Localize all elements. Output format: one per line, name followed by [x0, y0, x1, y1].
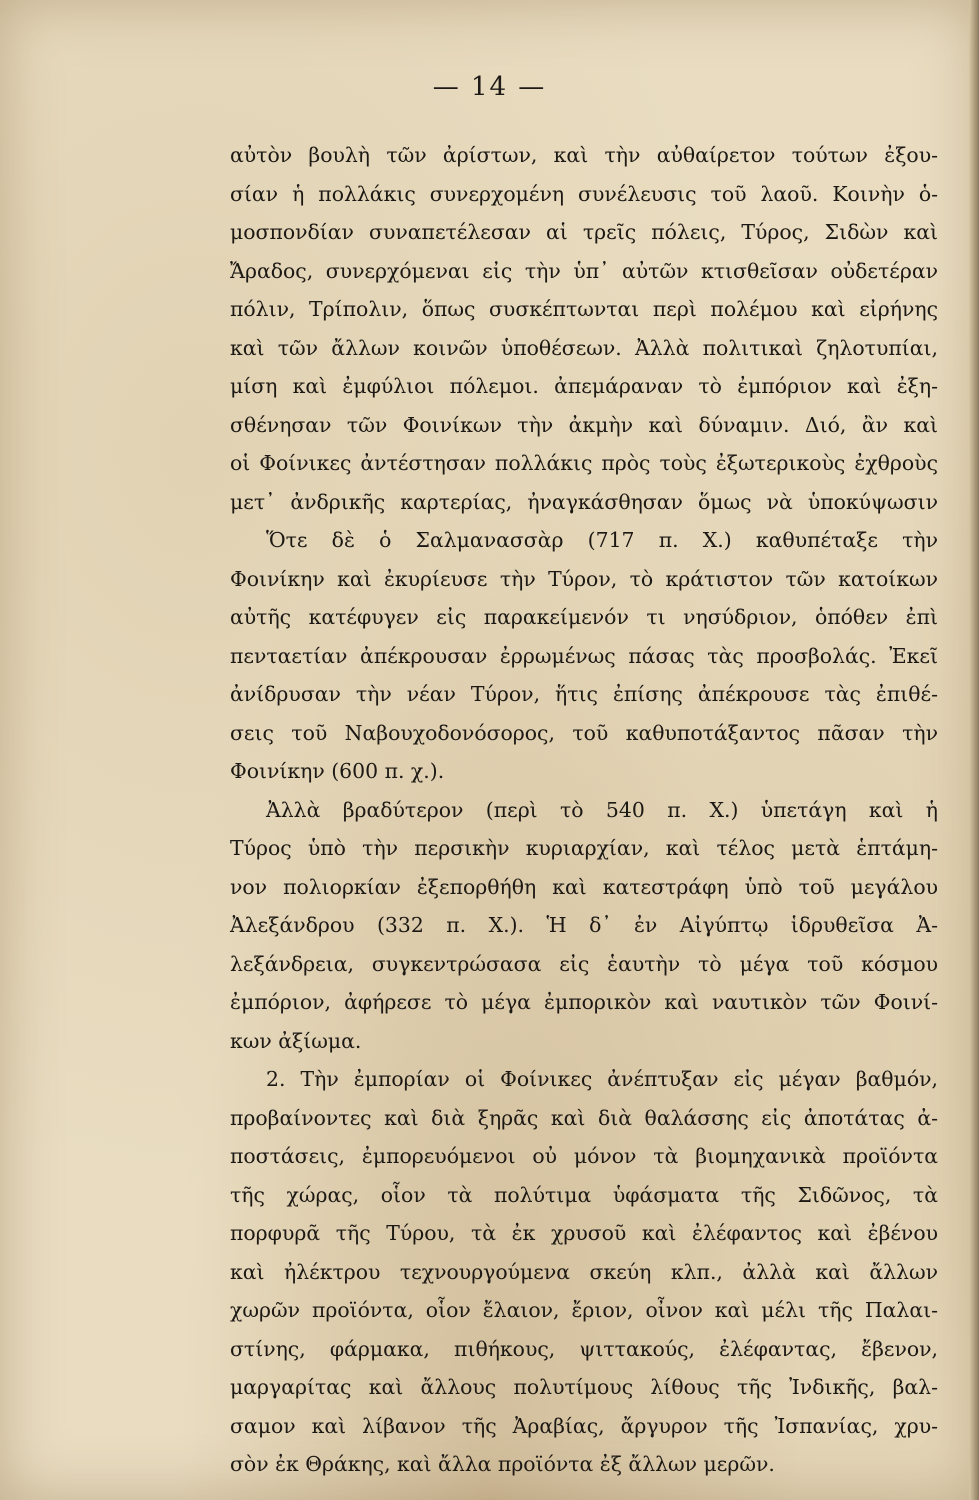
text-line: Ἄραδος, συνερχόμεναι εἰς τὴν ὑπ᾽ αὐτῶν κτισθεῖσαν οὐδετέραν — [230, 258, 938, 283]
text-line: ἐμπόριον, ἀφήρεσε τὸ μέγα ἐμπορικὸν καὶ ναυτικὸν τῶν Φοινί- — [230, 990, 938, 1014]
text-line: καὶ τῶν ἄλλων κοινῶν ὑποθέσεων. Ἀλλὰ πολιτικαὶ ζηλοτυπίαι, — [230, 335, 938, 360]
page-edge-shadow — [969, 0, 979, 1500]
text-line: σαμον καὶ λίβανον τῆς Ἀραβίας, ἄργυρον τῆς Ἰσπανίας, χρυ- — [230, 1413, 938, 1438]
text-line: χωρῶν προϊόντα, οἷον ἔλαιον, ἔριον, οἶνον καὶ μέλι τῆς Παλαι- — [230, 1298, 938, 1322]
text-line: σθένησαν τῶν Φοινίκων τὴν ἀκμὴν καὶ δύναμιν. Διό, ἂν καὶ — [230, 412, 938, 437]
text-line: καὶ ἠλέκτρου τεχνουργούμενα σκεύη κλπ., ἀλλὰ καὶ ἄλλων — [230, 1259, 938, 1284]
text-line: Φοινίκην (600 π. χ.). — [230, 759, 445, 783]
text-line: σεις τοῦ Ναβουχοδονόσορος, τοῦ καθυποτάξαντος πᾶσαν τὴν — [230, 720, 938, 745]
text-line: Ἀλεξάνδρου (332 π. Χ.). Ἡ δ᾽ ἐν Αἰγύπτῳ ἱδρυθεῖσα Ἀ- — [230, 913, 938, 937]
text-line: ποστάσεις, ἐμπορευόμενοι οὐ μόνον τὰ βιομηχανικὰ προϊόντα — [230, 1144, 938, 1168]
text-line: πενταετίαν ἀπέκρουσαν ἐρρωμένως πάσας τὰς προσβολάς. Ἐκεῖ — [230, 643, 938, 668]
text-line: πόλιν, Τρίπολιν, ὅπως συσκέπτωνται περὶ πολέμου καὶ εἰρήνης — [230, 297, 938, 321]
body-text — [230, 136, 938, 1484]
text-line: Φοινίκην καὶ ἐκυρίευσε τὴν Τύρον, τὸ κράτιστον τῶν κατοίκων — [230, 566, 938, 591]
page-number: — 14 — — [432, 72, 547, 102]
text-line: τῆς χώρας, οἷον τὰ πολύτιμα ὑφάσματα τῆς Σιδῶνος, τὰ — [230, 1182, 938, 1207]
text-line: λεξάνδρεια, συγκεντρώσασα εἰς ἑαυτὴν τὸ μέγα τοῦ κόσμου — [230, 951, 938, 976]
text-line: μετ᾽ ἀνδρικῆς καρτερίας, ἠναγκάσθησαν ὅμως νὰ ὑποκύψωσιν — [230, 489, 938, 514]
text-line: σίαν ἡ πολλάκις συνερχομένη συνέλευσις τοῦ λαοῦ. Κοινὴν ὁ- — [230, 181, 938, 206]
text-line: σὸν ἐκ Θράκης, καὶ ἄλλα προϊόντα ἐξ ἄλλων μερῶν. — [230, 1452, 775, 1476]
text-line: μαργαρίτας καὶ ἄλλους πολυτίμους λίθους τῆς Ἰνδικῆς, βαλ- — [230, 1375, 938, 1399]
text-line: Τύρος ὑπὸ τὴν περσικὴν κυριαρχίαν, καὶ τέλος μετὰ ἑπτάμη- — [230, 836, 938, 860]
text-line: προβαίνοντες καὶ διὰ ξηρᾶς καὶ διὰ θαλάσσης εἰς ἀποτάτας ἀ- — [230, 1105, 938, 1130]
text-line: οἱ Φοίνικες ἀντέστησαν πολλάκις πρὸς τοὺς ἐξωτερικοὺς ἐχθροὺς — [230, 451, 938, 475]
text-line: Ὅτε δὲ ὁ Σαλμανασσὰρ (717 π. Χ.) καθυπέταξε τὴν — [266, 528, 938, 552]
text-line: Ἀλλὰ βραδύτερον (περὶ τὸ 540 π. Χ.) ὑπετάγη καὶ ἡ — [266, 797, 938, 822]
text-line: μοσπονδίαν συναπετέλεσαν αἱ τρεῖς πόλεις, Τύρος, Σιδὼν καὶ — [230, 220, 938, 244]
text-line: ἀνίδρυσαν τὴν νέαν Τύρον, ἥτις ἐπίσης ἀπέκρουσε τὰς ἐπιθέ- — [230, 682, 938, 706]
text-line: στίνης, φάρμακα, πιθήκους, ψιττακούς, ἐλέφαντας, ἔβενον, — [230, 1336, 938, 1361]
text-line: μίση καὶ ἐμφύλιοι πόλεμοι. ἀπεμάραναν τὸ ἐμπόριον καὶ ἐξη- — [230, 374, 938, 398]
text-line: νον πολιορκίαν ἐξεπορθήθη καὶ κατεστράφη ὑπὸ τοῦ μεγάλου — [230, 874, 938, 899]
text-line: αὐτὸν βουλὴ τῶν ἀρίστων, καὶ τὴν αὐθαίρετον τούτων ἐξου- — [230, 143, 938, 167]
text-line: πορφυρᾶ τῆς Τύρου, τὰ ἐκ χρυσοῦ καὶ ἐλέφαντος καὶ ἐβένου — [230, 1221, 938, 1245]
text-line: αὐτῆς κατέφυγεν εἰς παρακείμενόν τι νησύδριον, ὁπόθεν ἐπὶ — [230, 605, 938, 629]
text-line: 2. Τὴν ἐμπορίαν οἱ Φοίνικες ἀνέπτυξαν εἰς μέγαν βαθμόν, — [266, 1067, 938, 1091]
text-line: κων ἀξίωμα. — [230, 1028, 362, 1053]
